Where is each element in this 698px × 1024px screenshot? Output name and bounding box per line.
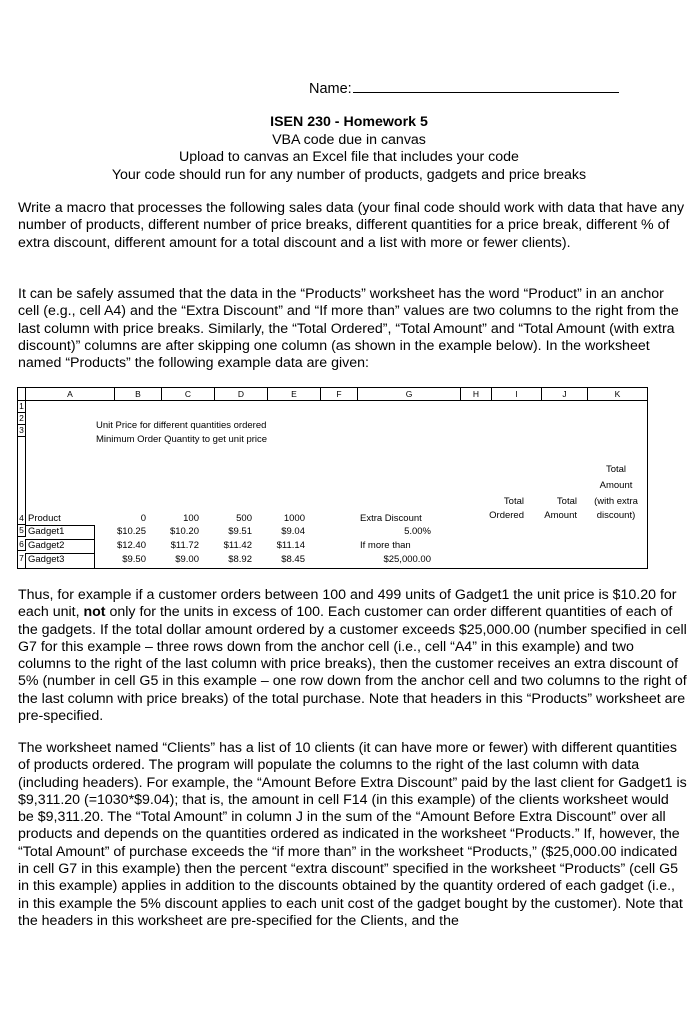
products-worksheet-example bbox=[17, 387, 648, 569]
price-g3-q4: $8.45 bbox=[281, 554, 305, 565]
price-g1-q4: $9.04 bbox=[281, 526, 305, 537]
column-header-e: E bbox=[268, 388, 321, 401]
header-line-2: Upload to canvas an Excel file that includes your code bbox=[179, 149, 519, 165]
paragraph-intro: Write a macro that processes the following sales data (your final code should work with data that have any number of products, different number of price breaks, different quantities for a price break, different % of extra discount, different amount for a total discount and a list with more or fewer clients). bbox=[18, 200, 685, 251]
product-name-1: Gadget1 bbox=[28, 526, 65, 537]
paragraph-assumptions: It can be safely assumed that the data in the “Products” worksheet has the word “Product” in an anchor cell (e.g., cell A4) and the “Extra Discount” and “If more than” values are two columns to the right from the last column with price breaks. Similarly, the “Total Ordered”, “Total Amount” and “Total Amount (with extra discount)” columns are after skipping one column (as shown in the example below). In the worksheet named “Products” the following example data are given: bbox=[18, 286, 679, 372]
product-name-2: Gadget2 bbox=[28, 540, 65, 551]
column-header-f: F bbox=[321, 388, 358, 401]
total-amount-line2: Amount bbox=[544, 510, 577, 521]
if-more-than-value: $25,000.00 bbox=[383, 554, 431, 565]
price-g1-q3: $9.51 bbox=[228, 526, 252, 537]
price-g2-q2: $11.72 bbox=[170, 540, 199, 551]
column-header-k: K bbox=[588, 388, 647, 401]
total-ordered-line1: Total bbox=[503, 496, 524, 507]
sheet-corner bbox=[18, 388, 26, 401]
price-g2-q4: $11.14 bbox=[276, 540, 305, 551]
note-min-order: Minimum Order Quantity to get unit price bbox=[96, 434, 268, 445]
grid-line-col-a bbox=[94, 525, 95, 568]
name-label: Name: bbox=[309, 81, 352, 97]
total-extra-line4: discount) bbox=[596, 510, 636, 521]
quantity-break-2: 100 bbox=[183, 513, 199, 524]
header-line-3: Your code should run for any number of products, gadgets and price breaks bbox=[111, 166, 587, 183]
name-field-label bbox=[309, 80, 619, 97]
row-header-1: 1 bbox=[18, 401, 26, 413]
document-title: ISEN 230 - Homework 5 bbox=[270, 114, 428, 130]
total-extra-line3: (with extra bbox=[594, 496, 638, 507]
quantity-break-1: 0 bbox=[140, 513, 146, 524]
paragraph-example bbox=[18, 587, 688, 725]
quantity-break-4: 1000 bbox=[283, 513, 305, 524]
header-line-1: VBA code due in canvas bbox=[272, 131, 426, 148]
name-blank-line bbox=[353, 80, 619, 93]
product-header-cell: Product bbox=[28, 513, 61, 524]
column-header-j: J bbox=[542, 388, 588, 401]
total-ordered-line2: Ordered bbox=[489, 510, 524, 521]
row-header-7: 7 bbox=[18, 553, 26, 568]
note-unit-price: Unit Price for different quantities ordered bbox=[96, 420, 267, 431]
price-g3-q1: $9.50 bbox=[122, 554, 146, 565]
total-amount-line1: Total bbox=[556, 496, 577, 507]
paragraph-example-emphasis: not bbox=[83, 604, 106, 621]
quantity-break-3: 500 bbox=[236, 513, 252, 524]
price-g1-q2: $10.20 bbox=[169, 526, 199, 537]
total-extra-line1: Total bbox=[605, 464, 627, 475]
row-header-6: 6 bbox=[18, 539, 26, 551]
price-g3-q2: $9.00 bbox=[175, 554, 199, 565]
row-header-blank bbox=[18, 437, 26, 513]
extra-discount-value: 5.00% bbox=[404, 526, 431, 537]
paragraph-clients: The worksheet named “Clients” has a list of 10 clients (it can have more or fewer) with different quantities of products ordered. The program will populate the columns to the right of the last column with data (including headers). For example, the “Amount Before Extra Discount” paid by the last client for Gadget1 is $9,311.20 (=1030*$9.04); that is, the amount in cell F14 (in this example) of the clients worksheet would be $9,311.20. The “Total Amount” in column J in the sum of the “Amount Before Extra Discount” over all products and depends on the quantities ordered as indicated in the worksheet “Products.” If, however, the “Total Amount” of purchase exceeds the “if more than” in the worksheet “Products,” ($25,000.00 indicated in cell G7 in this example) then the percent “extra discount” specified in the worksheet “Products” (cell G5 in this example) applies in addition to the discounts obtained by the quantity ordered of each gadget (i.e., in this example the 5% discount applies to each unit cost of the gadget bought by the customer). Note that the headers in this worksheet are pre-specified for the Clients, and the bbox=[18, 740, 687, 929]
extra-discount-label: Extra Discount bbox=[360, 513, 422, 524]
row-header-4: 4 bbox=[18, 513, 26, 525]
if-more-than-label: If more than bbox=[360, 540, 411, 551]
column-header-c: C bbox=[162, 388, 215, 401]
product-name-3: Gadget3 bbox=[28, 554, 65, 565]
price-g2-q1: $12.40 bbox=[116, 540, 146, 551]
column-header-a: A bbox=[26, 388, 115, 401]
paragraph-example-part-1: Thus, for example if a customer orders between 100 and 499 units of Gadget1 the unit price is $10.20 for each unit, bbox=[18, 587, 677, 621]
price-g1-q1: $10.25 bbox=[116, 526, 146, 537]
column-header-h: H bbox=[461, 388, 492, 401]
row-header-5: 5 bbox=[18, 525, 26, 537]
column-header-b: B bbox=[115, 388, 162, 401]
column-header-d: D bbox=[215, 388, 268, 401]
document-header bbox=[0, 114, 698, 184]
column-header-g: G bbox=[358, 388, 461, 401]
row-header-3: 3 bbox=[18, 425, 26, 437]
row-header-2: 2 bbox=[18, 413, 26, 425]
total-extra-line2: Amount bbox=[599, 480, 633, 491]
column-header-i: I bbox=[492, 388, 542, 401]
price-g2-q3: $11.42 bbox=[223, 540, 252, 551]
paragraph-example-part-2: only for the units in excess of 100. Each customer can order different quantities of each of the gadgets. If the total dollar amount ordered by a customer exceeds $25,000.00 (number specified in cell G7 for this example – three rows down from the anchor cell (i.e., cell “A4” in this example) and two columns to the right of the last column with price breaks), then the customer receives an extra discount of 5% (number in cell G5 in this example – one row down from the anchor cell and two columns to the right of the last column with price breaks) of the total purchase. Note that headers in this “Products” worksheet are pre-specified. bbox=[18, 604, 687, 725]
price-g3-q3: $8.92 bbox=[228, 554, 252, 565]
